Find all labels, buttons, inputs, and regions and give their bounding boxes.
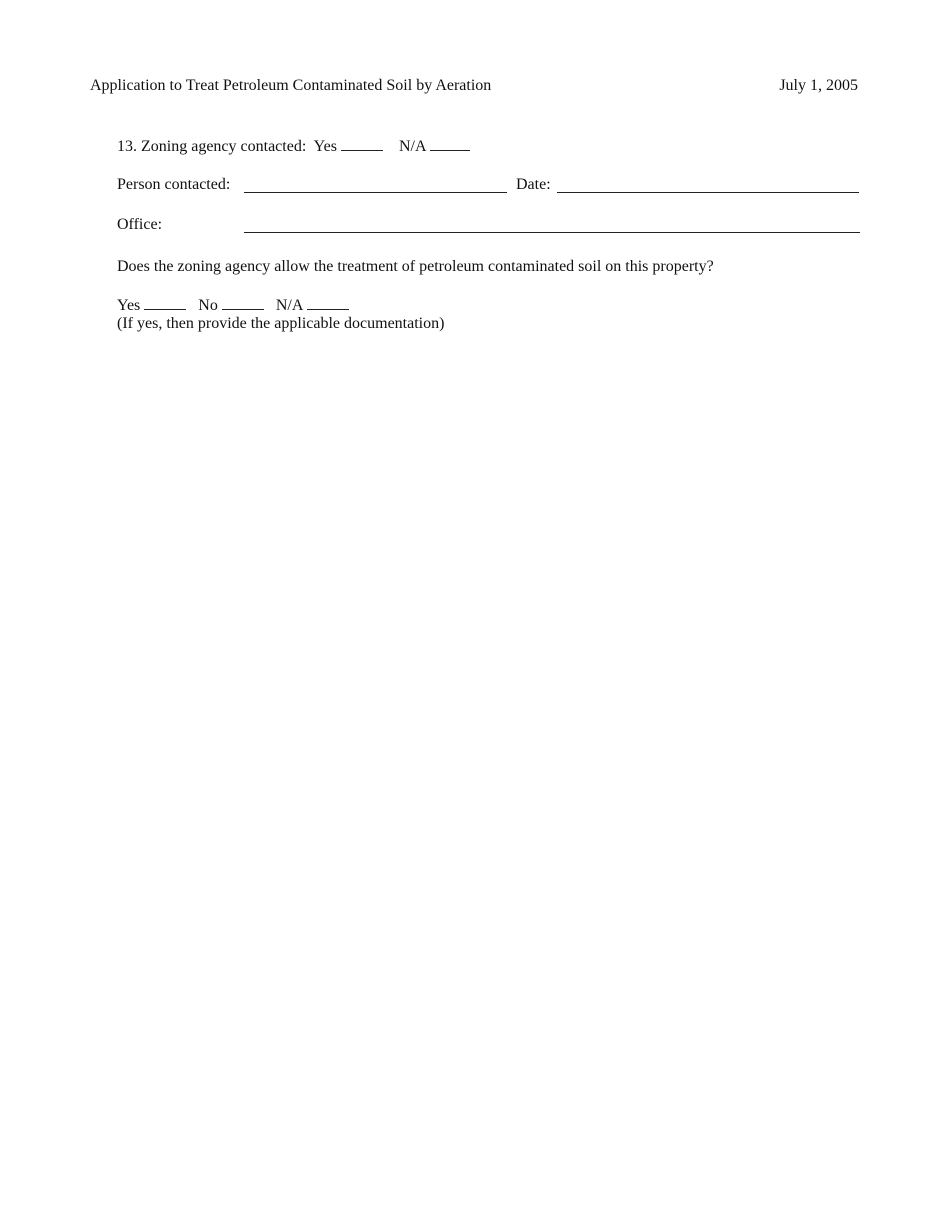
q13-label: 13. Zoning agency contacted: <box>117 138 307 155</box>
zoning-question: Does the zoning agency allow the treatment of petroleum contaminated soil on this property? <box>117 258 714 275</box>
answer-na-field[interactable] <box>307 295 349 310</box>
q13-na-label: N/A <box>398 138 426 155</box>
office-field[interactable] <box>244 232 860 233</box>
person-contacted-label: Person contacted: <box>117 176 231 193</box>
answer-row <box>117 295 349 315</box>
q13-yes-field[interactable] <box>341 136 383 151</box>
date-label: Date: <box>516 176 551 193</box>
q13-yes-label: Yes <box>313 138 337 155</box>
answer-na-label: N/A <box>275 297 303 314</box>
q13-row <box>117 136 470 156</box>
document-title: Application to Treat Petroleum Contaminated Soil by Aeration <box>90 77 492 94</box>
date-field[interactable] <box>557 192 859 193</box>
person-contacted-field[interactable] <box>244 192 507 193</box>
q13-na-field[interactable] <box>430 136 470 151</box>
document-date: July 1, 2005 <box>779 77 858 94</box>
documentation-note: (If yes, then provide the applicable documentation) <box>117 315 445 332</box>
answer-no-label: No <box>198 297 218 314</box>
answer-no-field[interactable] <box>222 295 264 310</box>
answer-yes-label: Yes <box>117 297 141 314</box>
office-label: Office: <box>117 216 163 233</box>
answer-yes-field[interactable] <box>144 295 186 310</box>
